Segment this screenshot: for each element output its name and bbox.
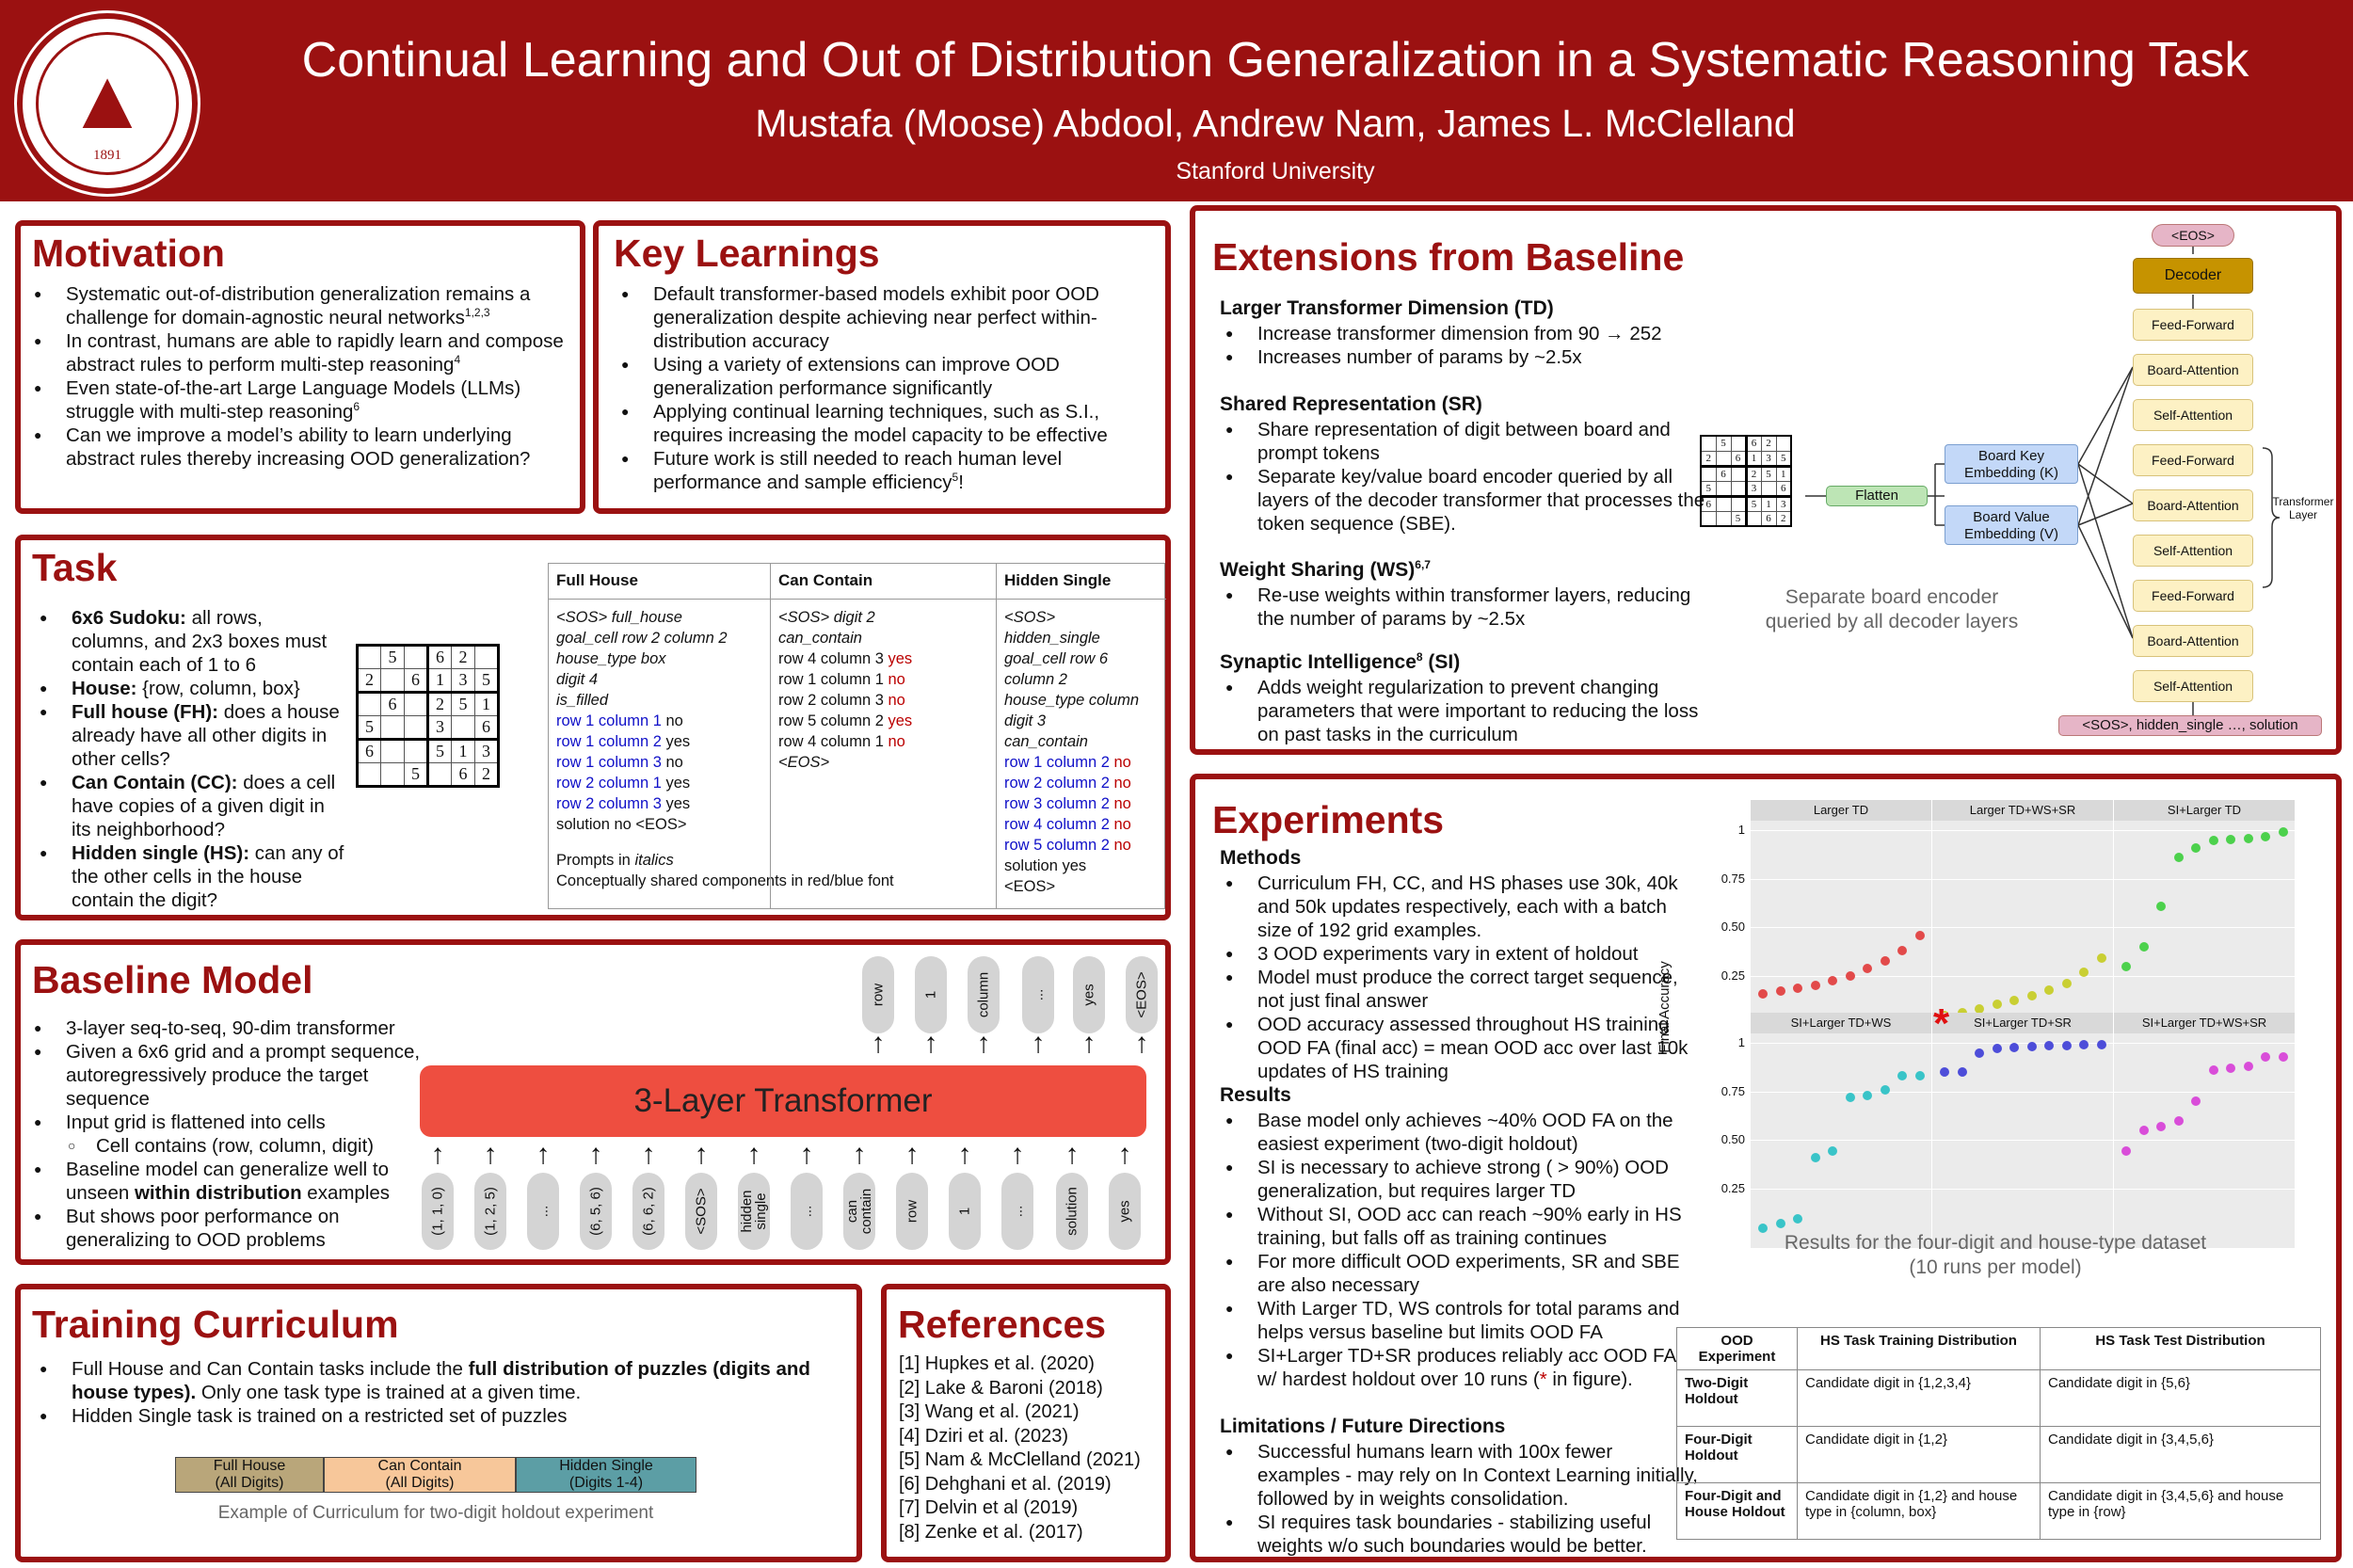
gridline xyxy=(1932,1189,2113,1190)
table-cell: Candidate digit in {3,4,5,6} xyxy=(2041,1427,2321,1483)
sudoku-cell: 2 xyxy=(358,669,381,693)
data-point xyxy=(1793,984,1802,993)
bullet: ● Full House and Can Contain tasks include the full distribution of puzzles (digits and house types). Only one task type is trained at a given time. xyxy=(34,1357,843,1404)
sudoku-cell: 1 xyxy=(1776,466,1791,481)
data-point xyxy=(1958,1067,1967,1077)
bullet: ● Base model only achieves ~40% OOD FA on the easiest experiment (two-digit holdout) xyxy=(1220,1109,1700,1156)
decoder-layer-board-attention: Board-Attention xyxy=(2133,625,2253,657)
transformer-block: 3-Layer Transformer xyxy=(420,1065,1146,1137)
sudoku-cell: 5 xyxy=(381,646,405,669)
eos-token: <EOS> xyxy=(2152,224,2234,247)
table-cell: Candidate digit in {5,6} xyxy=(2041,1370,2321,1427)
data-point xyxy=(1776,986,1785,996)
y-tick-label: 0.50 xyxy=(1721,920,1745,935)
data-point xyxy=(1811,1153,1820,1162)
sudoku-cell xyxy=(1716,511,1731,526)
sudoku-row xyxy=(1701,511,1791,526)
sudoku-cell: 5 xyxy=(405,763,428,787)
arrow-up-icon: ↑ xyxy=(957,1139,972,1170)
input-token-pill: (1, 2, 5) xyxy=(474,1173,506,1250)
gridline xyxy=(2114,1043,2295,1044)
arrow-up-icon: ↑ xyxy=(1010,1139,1025,1170)
input-token-pill: ... xyxy=(1001,1173,1033,1250)
sudoku-cell: 6 xyxy=(1701,496,1716,511)
arrow-up-icon: ↑ xyxy=(904,1139,920,1170)
gridline xyxy=(1751,1043,1931,1044)
y-tick-label: 0.75 xyxy=(1721,871,1745,886)
gridline xyxy=(1932,1092,2113,1093)
sudoku-cell: 2 xyxy=(1776,511,1791,526)
sudoku-cell: 1 xyxy=(452,740,475,763)
sudoku-cell xyxy=(1761,481,1776,496)
panel-title: Baseline Model xyxy=(32,958,313,1001)
sudoku-cell: 5 xyxy=(452,693,475,716)
board-value-embedding: Board Value Embedding (V) xyxy=(1945,505,2078,545)
panel-title: Motivation xyxy=(32,232,225,275)
arrow-up-icon: ↑ xyxy=(799,1139,814,1170)
section-heading: Larger Transformer Dimension (TD) xyxy=(1220,297,1554,319)
sudoku-cell: 2 xyxy=(1746,466,1761,481)
decoder-layer-feed-forward: Feed-Forward xyxy=(2133,580,2253,612)
bullet: ● Increases number of params by ~2.5x xyxy=(1220,345,1709,369)
sudoku-cell: 2 xyxy=(1701,451,1716,466)
table-cell: Candidate digit in {1,2} and house type in {column, box} xyxy=(1798,1483,2041,1540)
bullet: ● Successful humans learn with 100x fewer examples - may rely on In Context Learning initially, followed by in weights consolidation. xyxy=(1220,1440,1700,1511)
section-heading: Weight Sharing (WS)$^{6,7}$ xyxy=(1220,558,1431,581)
sudoku-cell: 3 xyxy=(428,716,452,740)
sudoku-cell: 5 xyxy=(1731,511,1746,526)
table-header: HS Task Test Distribution xyxy=(2041,1328,2321,1370)
gridline xyxy=(2114,927,2295,928)
gridline xyxy=(1751,927,1931,928)
reference-item: [4] Dziri et al. (2023) xyxy=(899,1425,1069,1447)
y-tick-label: 1 xyxy=(1737,1035,1745,1050)
table-header: HS Task Training Distribution xyxy=(1798,1328,2041,1370)
bullet: ● Applying continual learning techniques, such as S.I., requires increasing the model capacity to be effective xyxy=(616,400,1157,447)
bullet: ● Hidden Single task is trained on a restricted set of puzzles xyxy=(34,1404,843,1428)
transformer-layer-label: Transformer Layer xyxy=(2272,495,2334,521)
decoder-layer-feed-forward: Feed-Forward xyxy=(2133,309,2253,341)
input-token-pill: hidden single xyxy=(738,1173,770,1250)
input-token-pill: can contain xyxy=(843,1173,875,1250)
input-token-pill: (1, 1, 0) xyxy=(422,1173,454,1250)
data-point xyxy=(2174,1116,2184,1126)
facet-title: SI+Larger TD+WS xyxy=(1751,1013,1931,1033)
data-point xyxy=(2139,1126,2149,1135)
data-point xyxy=(1993,1044,2002,1053)
data-point xyxy=(1828,976,1837,985)
arrow-up-icon: ↑ xyxy=(430,1139,445,1170)
decoder-block: Decoder xyxy=(2133,258,2253,294)
sudoku-cell: 3 xyxy=(1761,451,1776,466)
facet-panel xyxy=(1751,1013,1931,1248)
sudoku-cell: 6 xyxy=(1746,436,1761,451)
bullet: ● Even state-of-the-art Large Language Models (LLMs) struggle with multi-step reasoning$^6$ xyxy=(28,376,579,424)
bullet: ● House: {row, column, box} xyxy=(34,677,344,700)
input-token-pill: 1 xyxy=(949,1173,981,1250)
panel-title: Experiments xyxy=(1212,798,1445,841)
sudoku-cell: 3 xyxy=(1776,496,1791,511)
sudoku-row xyxy=(1701,451,1791,466)
section-heading: Results xyxy=(1220,1084,1291,1106)
bullet: ● SI is necessary to achieve strong ( > 90%) OOD generalization, but requires larger TD xyxy=(1220,1156,1700,1203)
input-token-pill: solution xyxy=(1056,1173,1088,1250)
sudoku-cell: 5 xyxy=(475,669,499,693)
sudoku-cell: 6 xyxy=(381,693,405,716)
output-token-pill: row xyxy=(862,956,894,1033)
cc-column: Can Contain <SOS> digit 2 can_contain row 4 column 3 yes row 1 column 1 no row 2 column 3 no row 5 column 2 yes row 4 column 1 no <EOS> xyxy=(770,564,996,908)
panel-title: Task xyxy=(32,546,118,589)
decoder-layer-self-attention: Self-Attention xyxy=(2133,399,2253,431)
bullet: ● 6x6 Sudoku: all rows, columns, and 2x3 boxes must contain each of 1 to 6 xyxy=(34,606,344,677)
data-point xyxy=(2027,991,2037,1000)
gridline xyxy=(1932,830,2113,831)
ood-experiment-table xyxy=(1676,1327,2321,1540)
arrow-up-icon: ↑ xyxy=(923,1028,938,1059)
section-heading: Synaptic Intelligence$^8$ (SI) xyxy=(1220,650,1461,673)
bullet: ● Adds weight regularization to prevent changing parameters that were important to reducing the loss on past tasks in the curriculum xyxy=(1220,676,1700,746)
data-point xyxy=(2244,1062,2253,1071)
facet-title: Larger TD+WS+SR xyxy=(1932,800,2113,821)
data-point xyxy=(2027,1042,2037,1051)
sudoku-cell xyxy=(1716,451,1731,466)
bullet: ● 3 OOD experiments vary in extent of holdout xyxy=(1220,942,1700,966)
bullet: ● In contrast, humans are able to rapidly learn and compose abstract rules to perform multi-step reasoning$^4$ xyxy=(28,329,579,376)
arrow-up-icon: ↑ xyxy=(1081,1028,1096,1059)
input-token-pill: (6, 6, 2) xyxy=(632,1173,664,1250)
bullet: ● Default transformer-based models exhibit poor OOD generalization despite achieving near perfect within-distribution accuracy xyxy=(616,282,1157,353)
sudoku-cell: 6 xyxy=(475,716,499,740)
bullet: ● Without SI, OOD acc can reach ~90% early in HS training, but falls off as training continues xyxy=(1220,1203,1700,1250)
y-tick-label: 0.75 xyxy=(1721,1083,1745,1098)
arrow-up-icon: ↑ xyxy=(483,1139,498,1170)
bullet: ● SI requires task boundaries - stabilizing useful weights w/o such boundaries would be better. xyxy=(1220,1511,1700,1558)
poster-institution: Stanford University xyxy=(1176,158,1375,184)
facet-panel xyxy=(1751,800,1931,1035)
gridline xyxy=(1751,879,1931,880)
bullet: ● Given a 6x6 grid and a prompt sequence, autoregressively produce the target sequence xyxy=(28,1040,433,1111)
sub-bullet: ○ Cell contains (row, column, digit) xyxy=(28,1134,433,1158)
data-point xyxy=(2226,835,2235,844)
sudoku-cell: 6 xyxy=(1776,481,1791,496)
bullet: ● Increase transformer dimension from 90 → 252 xyxy=(1220,322,1709,345)
sudoku-cell xyxy=(1701,466,1716,481)
y-tick-label: 1 xyxy=(1737,823,1745,838)
reference-item: [3] Wang et al. (2021) xyxy=(899,1401,1080,1422)
sudoku-row xyxy=(1701,481,1791,496)
table-cell: Candidate digit in {1,2,3,4} xyxy=(1798,1370,2041,1427)
facet-title: SI+Larger TD+WS+SR xyxy=(2114,1013,2295,1033)
gridline xyxy=(1751,830,1931,831)
reference-item: [1] Hupkes et al. (2020) xyxy=(899,1353,1095,1374)
poster-title: Continual Learning and Out of Distribution Generalization in a Systematic Reasoning Task xyxy=(301,33,2249,88)
sudoku-cell: 1 xyxy=(1761,496,1776,511)
sudoku-cell: 5 xyxy=(1776,451,1791,466)
decoder-layer-self-attention: Self-Attention xyxy=(2133,535,2253,567)
gridline xyxy=(1751,1092,1931,1093)
data-point xyxy=(1863,1091,1872,1100)
sudoku-cell: 1 xyxy=(1746,451,1761,466)
sudoku-cell: 2 xyxy=(1761,436,1776,451)
table-cell: Four-Digit Holdout xyxy=(1677,1427,1798,1483)
curriculum-caption: Example of Curriculum for two-digit holdout experiment xyxy=(217,1503,654,1523)
data-point xyxy=(2261,1052,2270,1062)
chart-y-label: Final Accuracy xyxy=(1657,961,1673,1053)
data-point xyxy=(1811,981,1820,990)
sudoku-cell: 6 xyxy=(452,763,475,787)
bullet: ● For more difficult OOD experiments, SR and SBE are also necessary xyxy=(1220,1250,1700,1297)
panel-title: Training Curriculum xyxy=(32,1303,399,1346)
tree-icon: ▲ xyxy=(65,53,150,148)
gridline xyxy=(2114,830,2295,831)
data-point xyxy=(2279,1052,2288,1062)
sudoku-cell: 1 xyxy=(475,693,499,716)
bullet: ● Input grid is flattened into cells xyxy=(28,1111,433,1134)
input-token-pill: (6, 5, 6) xyxy=(580,1173,612,1250)
hs-column: Hidden Single <SOS> hidden_single goal_cell row 6 column 2 house_type column digit 3 can_contain row 1 column 2 no row 2 column 2 no row 3 column 2 no row 4 column 2 no row 5 column 2 no solution yes <EOS> xyxy=(996,564,1166,908)
arrow-up-icon: ↑ xyxy=(588,1139,603,1170)
y-tick-label: 0.50 xyxy=(1721,1132,1745,1147)
curriculum-can-contain: Can Contain (All Digits) xyxy=(324,1457,516,1493)
bullet: ● 3-layer seq-to-seq, 90-dim transformer xyxy=(28,1016,433,1040)
facet-title: SI+Larger TD xyxy=(2114,800,2295,821)
facet-panel xyxy=(1932,800,2113,1035)
data-point xyxy=(2279,827,2288,837)
gridline xyxy=(1751,1140,1931,1141)
bullet: ● Share representation of digit between board and prompt tokens xyxy=(1220,418,1709,465)
fh-column: Full House <SOS> full_house goal_cell row 2 column 2 house_type box digit 4 is_filled row 1 column 1 no row 1 column 2 yes row 1 column 3 no row 2 column 1 yes row 2 column 3 yes solution no <EOS> Prompts in italics Conceptually shared components in red/blue font xyxy=(548,564,770,908)
data-point xyxy=(1915,1071,1925,1080)
data-point xyxy=(2156,1122,2166,1131)
table-header: OOD Experiment xyxy=(1677,1328,1798,1370)
chart-caption: Results for the four-digit and house-type dataset (10 runs per model) xyxy=(1784,1232,2207,1278)
data-point xyxy=(2156,902,2166,911)
data-point xyxy=(2226,1064,2235,1073)
y-tick-label: 0.25 xyxy=(1721,968,1745,983)
sudoku-cell xyxy=(1746,511,1761,526)
bullet: ● SI+Larger TD+SR produces reliably acc OOD FA w/ hardest holdout over 10 runs (* in figure). xyxy=(1220,1344,1700,1391)
bullet: ● Baseline model can generalize well to unseen within distribution examples xyxy=(28,1158,433,1205)
flatten-box: Flatten xyxy=(1826,486,1928,506)
diagram-sudoku-grid xyxy=(1700,435,1792,527)
section-heading: Shared Representation (SR) xyxy=(1220,393,1482,415)
data-point xyxy=(2209,836,2218,845)
y-tick-label: 0.25 xyxy=(1721,1180,1745,1195)
data-point xyxy=(2174,853,2184,862)
sudoku-cell: 6 xyxy=(1761,511,1776,526)
arrow-up-icon: ↑ xyxy=(852,1139,867,1170)
decoder-layer-self-attention: Self-Attention xyxy=(2133,670,2253,702)
sudoku-row xyxy=(1701,436,1791,451)
table-cell: Candidate digit in {3,4,5,6} and house type in {row} xyxy=(2041,1483,2321,1540)
arrow-up-icon: ↑ xyxy=(1031,1028,1046,1059)
bullet: ● OOD accuracy assessed throughout HS training OOD FA (final acc) = mean OOD acc over last 10k updates of HS training xyxy=(1220,1013,1700,1083)
highlight-star-annotation: * xyxy=(1933,1000,1950,1047)
gridline xyxy=(2114,879,2295,880)
arrow-up-icon: ↑ xyxy=(1064,1139,1080,1170)
section-heading: Limitations / Future Directions xyxy=(1220,1416,1506,1437)
arrow-up-icon: ↑ xyxy=(871,1028,886,1059)
bullet: ● Can Contain (CC): does a cell have copies of a given digit in its neighborhood? xyxy=(34,771,344,841)
bullet: ● Hidden single (HS): can any of the other cells in the house contain the digit? xyxy=(34,841,344,912)
seal-year: 1891 xyxy=(93,148,121,163)
table-row xyxy=(1677,1370,2321,1427)
input-token-pill: <SOS> xyxy=(685,1173,717,1250)
sudoku-cell xyxy=(1731,496,1746,511)
decoder-layer-board-attention: Board-Attention xyxy=(2133,354,2253,386)
sudoku-cell: 6 xyxy=(428,646,452,669)
sudoku-cell: 5 xyxy=(1746,496,1761,511)
reference-item: [7] Delvin et al (2019) xyxy=(899,1497,1079,1518)
bullet: ● With Larger TD, WS controls for total params and helps versus baseline but limits OOD FA xyxy=(1220,1297,1700,1344)
output-token-pill: 1 xyxy=(915,956,947,1033)
sudoku-cell xyxy=(1731,481,1746,496)
gridline xyxy=(1751,1189,1931,1190)
table-cell: Two-Digit Holdout xyxy=(1677,1370,1798,1427)
sudoku-row xyxy=(1701,466,1791,481)
section-heading: Methods xyxy=(1220,847,1302,869)
sudoku-cell: 3 xyxy=(475,740,499,763)
decoder-layer-board-attention: Board-Attention xyxy=(2133,489,2253,521)
data-point xyxy=(2244,834,2253,843)
decoder-layer-feed-forward: Feed-Forward xyxy=(2133,444,2253,476)
diagram-caption: Separate board encoder queried by all decoder layers xyxy=(1765,586,2019,632)
bullet: ● Can we improve a model’s ability to learn underlying abstract rules thereby increasing OOD generalization? xyxy=(28,424,579,471)
sudoku-cell: 5 xyxy=(358,716,381,740)
sudoku-cell xyxy=(1701,511,1716,526)
board-key-embedding: Board Key Embedding (K) xyxy=(1945,444,2078,484)
gridline xyxy=(2114,1092,2295,1093)
data-point xyxy=(1846,971,1855,981)
output-token-pill: <EOS> xyxy=(1126,956,1158,1033)
sudoku-cell: 5 xyxy=(1716,436,1731,451)
sudoku-cell: 2 xyxy=(452,646,475,669)
input-token-pill: ... xyxy=(527,1173,559,1250)
data-point xyxy=(1776,1219,1785,1228)
reference-item: [5] Nam & McClelland (2021) xyxy=(899,1449,1141,1470)
arrow-up-icon: ↑ xyxy=(641,1139,656,1170)
decoder-input-sequence: <SOS>, hidden_single …, solution xyxy=(2058,715,2322,736)
sudoku-cell: 5 xyxy=(428,740,452,763)
bullet: ● Future work is still needed to reach human level performance and sample efficiency$^5$! xyxy=(616,447,1157,494)
data-point xyxy=(2097,953,2106,963)
poster-authors: Mustafa (Moose) Abdool, Andrew Nam, James L. McClelland xyxy=(755,102,1796,145)
bullet: ● Full house (FH): does a house already have all other digits in other cells? xyxy=(34,700,344,771)
arrow-up-icon: ↑ xyxy=(746,1139,761,1170)
data-point xyxy=(1993,1000,2002,1009)
gridline xyxy=(1932,927,2113,928)
sudoku-cell: 6 xyxy=(405,669,428,693)
data-point xyxy=(1881,1085,1890,1095)
reference-item: [6] Dehghani et al. (2019) xyxy=(899,1473,1112,1495)
gridline xyxy=(2114,1140,2295,1141)
sudoku-cell: 6 xyxy=(1731,451,1746,466)
data-point xyxy=(2044,985,2054,995)
sudoku-cell: 2 xyxy=(428,693,452,716)
data-point xyxy=(2062,1041,2072,1050)
sudoku-cell: 3 xyxy=(452,669,475,693)
facet-title: SI+Larger TD+SR xyxy=(1932,1013,2113,1033)
sudoku-cell xyxy=(1701,436,1716,451)
data-point xyxy=(2097,1040,2106,1049)
reference-item: [8] Zenke et al. (2017) xyxy=(899,1521,1083,1543)
data-point xyxy=(2191,843,2201,853)
bullet: ● Curriculum FH, CC, and HS phases use 30k, 40k and 50k updates respectively, each with a batch size of 192 grid examples. xyxy=(1220,872,1700,942)
bullet: ● Using a variety of extensions can improve OOD generalization performance significantly xyxy=(616,353,1157,400)
gridline xyxy=(1932,1140,2113,1141)
input-token-pill: row xyxy=(896,1173,928,1250)
table-cell: Candidate digit in {1,2} xyxy=(1798,1427,2041,1483)
sudoku-cell: 5 xyxy=(1701,481,1716,496)
gridline xyxy=(1751,976,1931,977)
sudoku-cell: 2 xyxy=(475,763,499,787)
bullet: ● But shows poor performance on generalizing to OOD problems xyxy=(28,1205,433,1252)
bullet: ● Re-use weights within transformer layers, reducing the number of params by ~2.5x xyxy=(1220,584,1709,631)
data-point xyxy=(1975,1048,1984,1058)
output-token-pill: ... xyxy=(1022,956,1054,1033)
panel-title: References xyxy=(898,1303,1107,1346)
curriculum-full-house: Full House (All Digits) xyxy=(175,1457,324,1493)
gridline xyxy=(1932,879,2113,880)
data-point xyxy=(1915,931,1925,940)
reference-item: [2] Lake & Baroni (2018) xyxy=(899,1377,1103,1399)
data-point xyxy=(2191,1096,2201,1106)
gridline xyxy=(2114,1189,2295,1190)
sudoku-cell xyxy=(1731,436,1746,451)
data-point xyxy=(1897,946,1907,955)
arrow-up-icon: ↑ xyxy=(976,1028,991,1059)
sudoku-cell: 6 xyxy=(1716,466,1731,481)
arrow-up-icon: ↑ xyxy=(1117,1139,1132,1170)
arrow-up-icon: ↑ xyxy=(694,1139,709,1170)
data-point xyxy=(1846,1093,1855,1102)
table-row xyxy=(1677,1483,2321,1540)
data-point xyxy=(2209,1065,2218,1075)
data-point xyxy=(2139,942,2149,952)
input-token-pill: ... xyxy=(791,1173,823,1250)
arrow-up-icon: ↑ xyxy=(536,1139,551,1170)
arrow-up-icon: ↑ xyxy=(1134,1028,1149,1059)
sudoku-row xyxy=(1701,496,1791,511)
sudoku-cell xyxy=(1731,466,1746,481)
sudoku-cell xyxy=(1716,496,1731,511)
table-row xyxy=(1677,1427,2321,1483)
curriculum-hidden-single: Hidden Single (Digits 1-4) xyxy=(516,1457,696,1493)
input-token-pill: yes xyxy=(1109,1173,1141,1250)
sudoku-cell: 5 xyxy=(1761,466,1776,481)
gridline xyxy=(2114,976,2295,977)
data-point xyxy=(1881,956,1890,966)
data-point xyxy=(2062,979,2072,988)
bullet: ● Separate key/value board encoder queried by all layers of the decoder transformer that processes the token sequence (SBE). xyxy=(1220,465,1709,536)
bullet: ● Model must produce the correct target sequence, not just final answer xyxy=(1220,966,1700,1013)
facet-title: Larger TD xyxy=(1751,800,1931,821)
sudoku-cell: 6 xyxy=(358,740,381,763)
panel-title: Key Learnings xyxy=(614,232,880,275)
panel-title: Extensions from Baseline xyxy=(1212,235,1685,279)
output-token-pill: column xyxy=(968,956,1000,1033)
sudoku-cell xyxy=(1776,436,1791,451)
table-cell: Four-Digit and House Holdout xyxy=(1677,1483,1798,1540)
output-token-pill: yes xyxy=(1073,956,1105,1033)
sudoku-cell xyxy=(1716,481,1731,496)
bullet: ● Systematic out-of-distribution generalization remains a challenge for domain-agnostic neural networks$^{1,2,3}$ xyxy=(28,282,579,329)
sudoku-cell: 3 xyxy=(1746,481,1761,496)
sudoku-cell: 1 xyxy=(428,669,452,693)
